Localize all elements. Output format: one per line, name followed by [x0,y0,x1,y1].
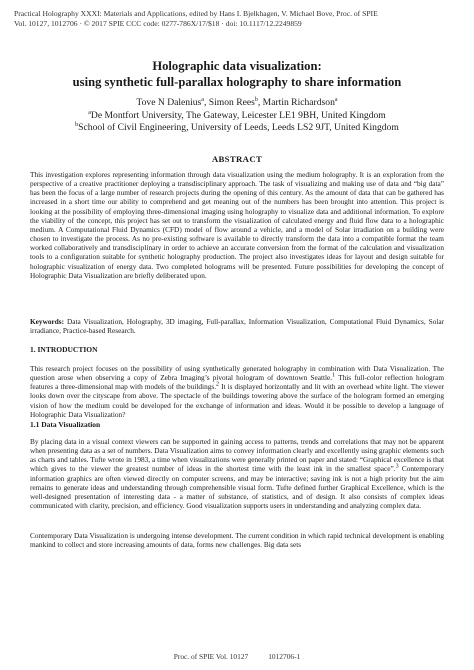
citation-ref: 3 [395,464,399,471]
affiliation-sup: a [88,109,91,116]
footer-proceedings: Proc. of SPIE Vol. 10127 [173,652,249,661]
abstract-text: This investigation explores representing information through data visualization using the medium holography. It is an exploration from the perspective of a creative practitioner deploying a transdisciplinary approach. The task of visualizing and making use of data and “big data” has been the focus of a large number of research projects during the opening of this century. As the amount of data that can be gathered has increased in a short time our ability to comprehend and get meaning out of the numbers has been brought into attention. This project is looking at the possibility of employing three-dimensional imaging using holography to visualize data and additional information. To explore the viability of the concept, this project has set out to transform the visualization of calculated energy and fluid flow data to a holographic medium. A Computational Fluid Dynamics (CFD) model of flow around a vehicle, and a model of Solar irradiation on a building were chosen to investigate the process. As no pre-existing software is available to directly transform the data into a compatible format the team worked collaboratively and transdisciplinary in order to achieve an accurate conversion from the format of the calculation and visualization tools to a configuration suitable for synthetic holography production. The project also investigates ideas for layout and design suitable for holographic visualization of energy data. Two completed holograms will be presented. Future possibilities for developing the concept of Holographic Data Visualization are briefly deliberated upon. [30,170,444,280]
citation-ref: 2 [216,381,220,388]
affiliation-text: School of Civil Engineering, University of Leeds, Leeds LS2 9JT, United Kingdom [78,122,399,133]
keywords-text: Data Visualization, Holography, 3D imaging, Full-parallax, Information Visualization, Computational Fluid Dynamics, Solar irradiance, Practice-based Research. [30,317,444,336]
paragraph-text: By placing data in a visual context viewers can be supported in gaining access to patterns, trends and correlations that may not be apparent when presenting data as a set of numbers. Data Visualization aims to convey information clearly and excellently using graphic elements such as charts and tables. Tufte wrote in 1983, a time when visualizations were generally printed on paper and stated: “Graphical excellence is that which gives to the viewer the greatest number of ideas in the shortest time with the least ink in the smallest space”. [30,437,444,474]
data-visualization-paragraph [30,437,444,510]
affiliation [0,122,474,135]
author-sup: b [254,96,258,103]
intro-paragraph [30,364,444,419]
section-heading-introduction: 1. INTRODUCTION [30,345,98,354]
affiliation [0,110,474,123]
author-names: Tove N Dalenius$^a$, Simon Rees$^b$, Martin Richardson$^a$ [136,96,338,108]
header-line-1: Practical Holography XXXI: Materials and Applications, edited by Hans I. Bjelkhagen, V. Michael Bove, Proc. of SPIE [14,9,378,18]
affiliation-sup: b [75,121,79,128]
abstract-heading: ABSTRACT [211,154,263,164]
running-header [14,9,460,29]
header-line-2: Vol. 10127, 1012706 · © 2017 SPIE CCC code: 0277-786X/17/$18 · doi: 10.1117/12.2249859 [14,19,302,28]
author-sup: a [334,96,338,103]
author-name: Simon Rees [208,97,255,108]
author-name: Tove N Dalenius [136,97,202,108]
keywords-label: Keywords: [30,317,65,326]
intro-text: This full-color reflection hologram features a three-dimensional map with models of the buildings. [30,373,444,392]
citation-ref: 1 [332,372,336,379]
data-visualization-paragraph-2: Contemporary Data Visualization is undergoing intense development. The current condition in which rapid technical development is enabling mankind to collect and store increasing amounts of data, forms new challenges. Big data sets [30,531,444,550]
subsection-heading-data-visualization: 1.1 Data Visualization [30,420,101,429]
title-line-2: using synthetic full-parallax holography to share information [72,75,402,89]
author-block [0,97,474,135]
intro-text: This research project focuses on the possibility of using synthetically generated holography in combination with Data Visualization. The question arose when observing a copy of Zebra Imaging’s pivotal hologram of downtown Seattle. [30,364,444,383]
author-sup: a [201,96,204,103]
keywords [30,317,444,335]
page-footer [0,652,474,661]
title-line-1: Holographic data visualization: [152,59,322,73]
author-name: Martin Richardson [262,97,335,108]
affiliation-text: De Montfort University, The Gateway, Leicester LE1 9BH, United Kingdom [90,109,386,121]
intro-text: It is displayed horizontally and lit with an overhead white light. The viewer looks down over the cityscape from above. The spectacle of the buildings towering above the surface of the hologram formed an emerging vision of how the medium could be developed for the exchange of information and ideas. Would it be possible to develop a language of Holographic Data Visualization? [30,382,444,419]
footer-page-number: 1012706-1 [268,652,301,661]
paper-title [0,58,474,90]
paragraph-text: Contemporary information graphics are often viewed directly on computer screens, and may be interactive; saving ink is not a high priority but the aim remains to generate ideas and understanding through comprehensible visual form. Tufte defined further Graphical Excellence, which is the well-designed presentation of interesting data - a matter of substance, of statistics, and of design. It also consists of complex ideas communicated with clarity, precision, and efficiency. Good visualization supports users in understanding and analyzing complex data. [30,464,444,511]
